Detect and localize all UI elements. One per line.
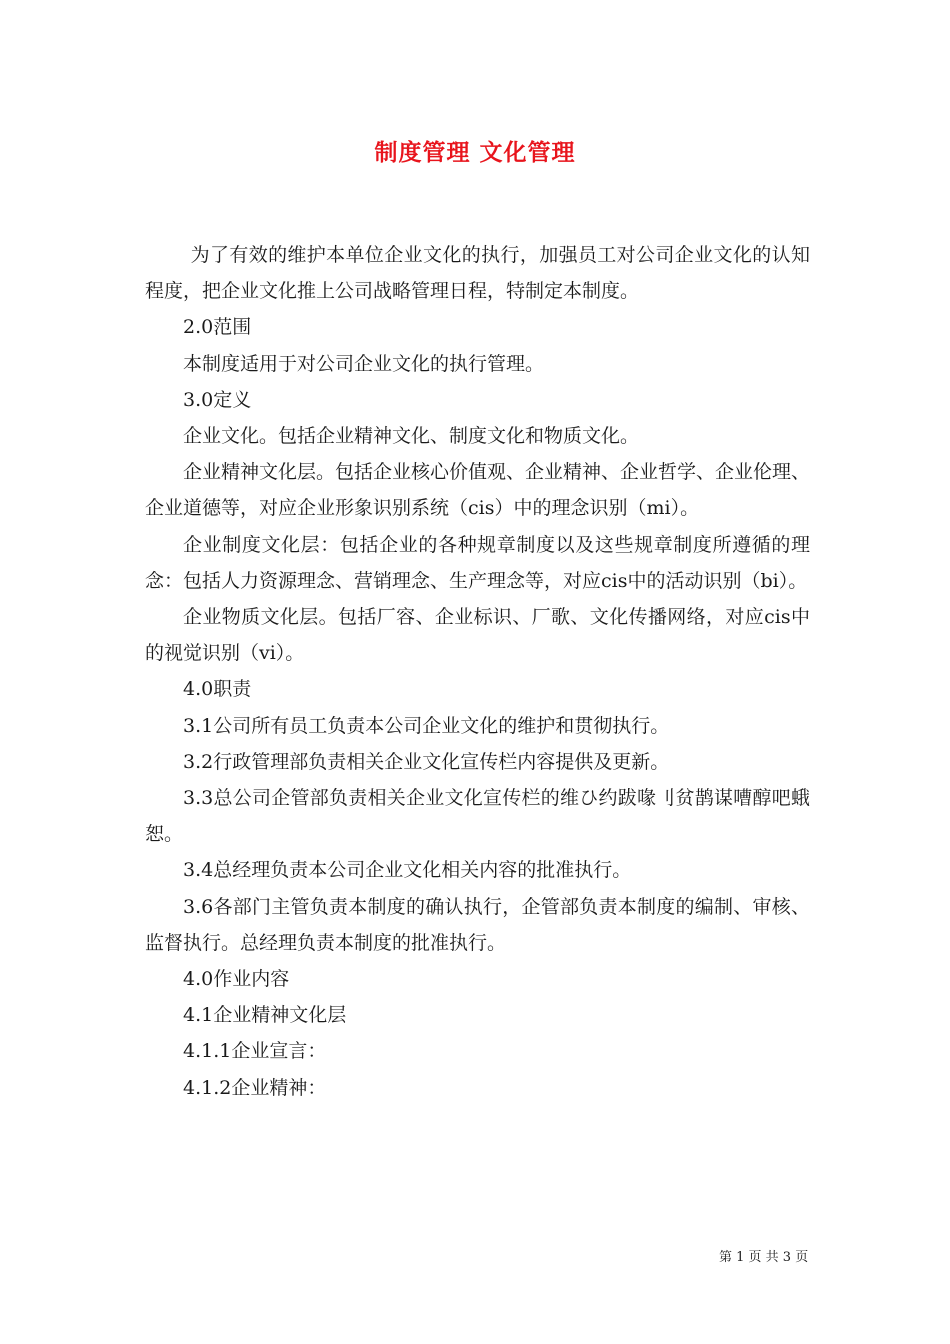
duty-item-3-3: 3.3总公司企管部负责相关企业文化宣传栏的维ひ约跋喙刂贫鹊谋嘈醇吧蛾恕。 [145,787,810,846]
section-heading-scope: 2.0范围 [183,316,252,339]
document-title: 制度管理 文化管理 [374,140,576,166]
system-culture-paragraph: 企业制度文化层：包括企业的各种规章制度以及这些规章制度所遵循的理念：包括人力资源理念、营销理念、生产理念等，对应cis中的活动识别（bi）。 [145,533,810,592]
section-heading-definition: 3.0定义 [183,388,252,411]
intro-paragraph: 为了有效的维护本单位企业文化的执行，加强员工对公司企业文化的认知程度，把企业文化推上公司战略管理日程，特制定本制度。 [145,244,810,303]
duty-item-3-1: 3.1公司所有员工负责本公司企业文化的维护和贯彻执行。 [183,714,670,737]
document-body [145,237,810,1106]
subsection-heading-4-1: 4.1企业精神文化层 [183,1004,347,1027]
page-number-footer: 第 1 页 共 3 页 [719,1250,809,1265]
section-heading-work-content: 4.0作业内容 [183,968,290,991]
material-culture-paragraph: 企业物质文化层。包括厂容、企业标识、厂歌、文化传播网络，对应cis中的视觉识别（vi）。 [145,606,810,665]
definition-paragraph: 企业文化。包括企业精神文化、制度文化和物质文化。 [183,425,640,448]
item-4-1-2: 4.1.2企业精神： [183,1076,327,1099]
scope-paragraph: 本制度适用于对公司企业文化的执行管理。 [183,352,545,375]
duty-item-3-2: 3.2行政管理部负责相关企业文化宣传栏内容提供及更新。 [183,750,670,773]
spirit-culture-paragraph: 企业精神文化层。包括企业核心价值观、企业精神、企业哲学、企业伦理、企业道德等，对应企业形象识别系统（cis）中的理念识别（mi）。 [145,461,811,520]
duty-item-3-4: 3.4总经理负责本公司企业文化相关内容的批准执行。 [183,859,632,882]
duty-item-3-6: 3.6各部门主管负责本制度的确认执行，企管部负责本制度的编制、审核、监督执行。总经理负责本制度的批准执行。 [145,895,810,954]
section-heading-duties: 4.0职责 [183,678,252,701]
item-4-1-1: 4.1.1企业宣言： [183,1040,327,1063]
